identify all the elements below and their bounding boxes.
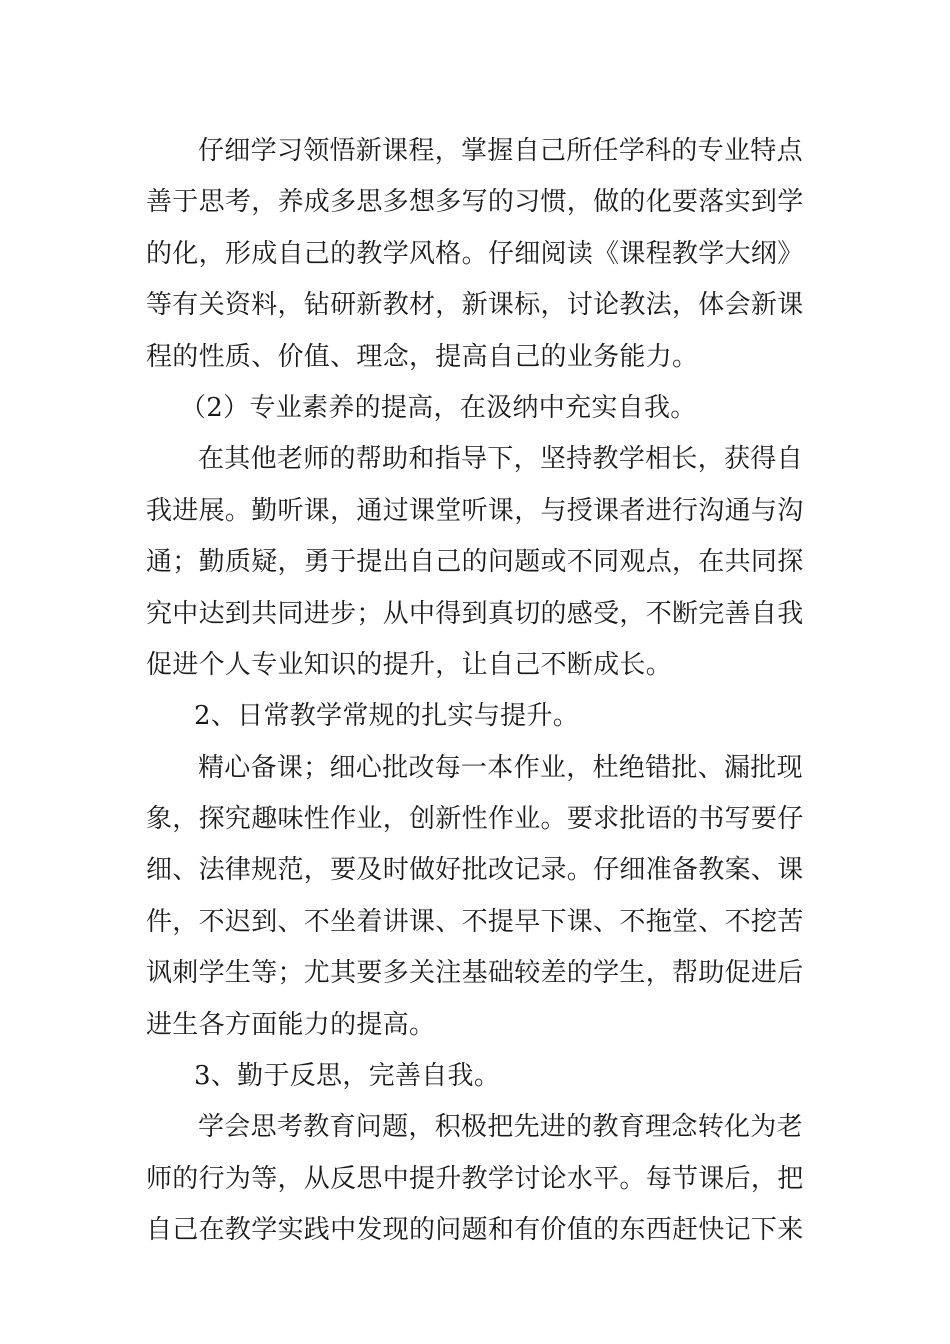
section-heading: （2）专业素养的提高，在汲纳中充实自我。 [180, 392, 697, 423]
paragraph-line: 善于思考，养成多思多想多写的习惯，做的化要落实到学 [146, 187, 804, 218]
paragraph-line: 在其他老师的帮助和指导下，坚持教学相长，获得自 [198, 444, 803, 475]
paragraph-line: 讽刺学生等；尤其要多关注基础较差的学生，帮助促进后 [146, 958, 804, 989]
paragraph-line: 促进个人专业知识的提升，让自己不断成长。 [146, 649, 673, 680]
paragraph-line: 等有关资料，钻研新教材，新课标，讨论教法，体会新课 [146, 290, 804, 321]
paragraph-line: 程的性质、价值、理念，提高自己的业务能力。 [146, 341, 699, 372]
paragraph-line: 通；勤质疑，勇于提出自己的问题或不同观点，在共同探 [146, 547, 804, 578]
paragraph-line: 进生各方面能力的提高。 [146, 1009, 436, 1040]
paragraph-line: 象，探究趣味性作业，创新性作业。要求批语的书写要仔 [146, 804, 804, 835]
section-heading: 3、勤于反思，完善自我。 [194, 1061, 501, 1092]
paragraph-line: 的化，形成自己的教学风格。仔细阅读《课程教学大纲》 [146, 238, 804, 269]
paragraph-line: 学会思考教育问题，积极把先进的教育理念转化为老 [198, 1112, 803, 1143]
paragraph-line: 件，不迟到、不坐着讲课、不提早下课、不拖堂、不挖苦 [146, 906, 804, 937]
paragraph-line: 仔细学习领悟新课程，掌握自己所任学科的专业特点 [198, 136, 803, 166]
paragraph-line: 细、法律规范，要及时做好批改记录。仔细准备教案、课 [146, 855, 804, 886]
section-heading: 2、日常教学常规的扎实与提升。 [194, 701, 580, 732]
paragraph-line: 师的行为等，从反思中提升教学讨论水平。每节课后，把 [146, 1163, 804, 1194]
paragraph-line: 我进展。勤听课，通过课堂听课，与授课者进行沟通与沟 [146, 495, 804, 526]
paragraph-line: 精心备课；细心批改每一本作业，杜绝错批、漏批现 [198, 752, 803, 783]
body-text [146, 126, 806, 1257]
paragraph-line: 究中达到共同进步；从中得到真切的感受，不断完善自我 [146, 598, 804, 629]
paragraph-line: 自己在教学实践中发现的问题和有价值的东西赶快记下来 [146, 1215, 804, 1246]
